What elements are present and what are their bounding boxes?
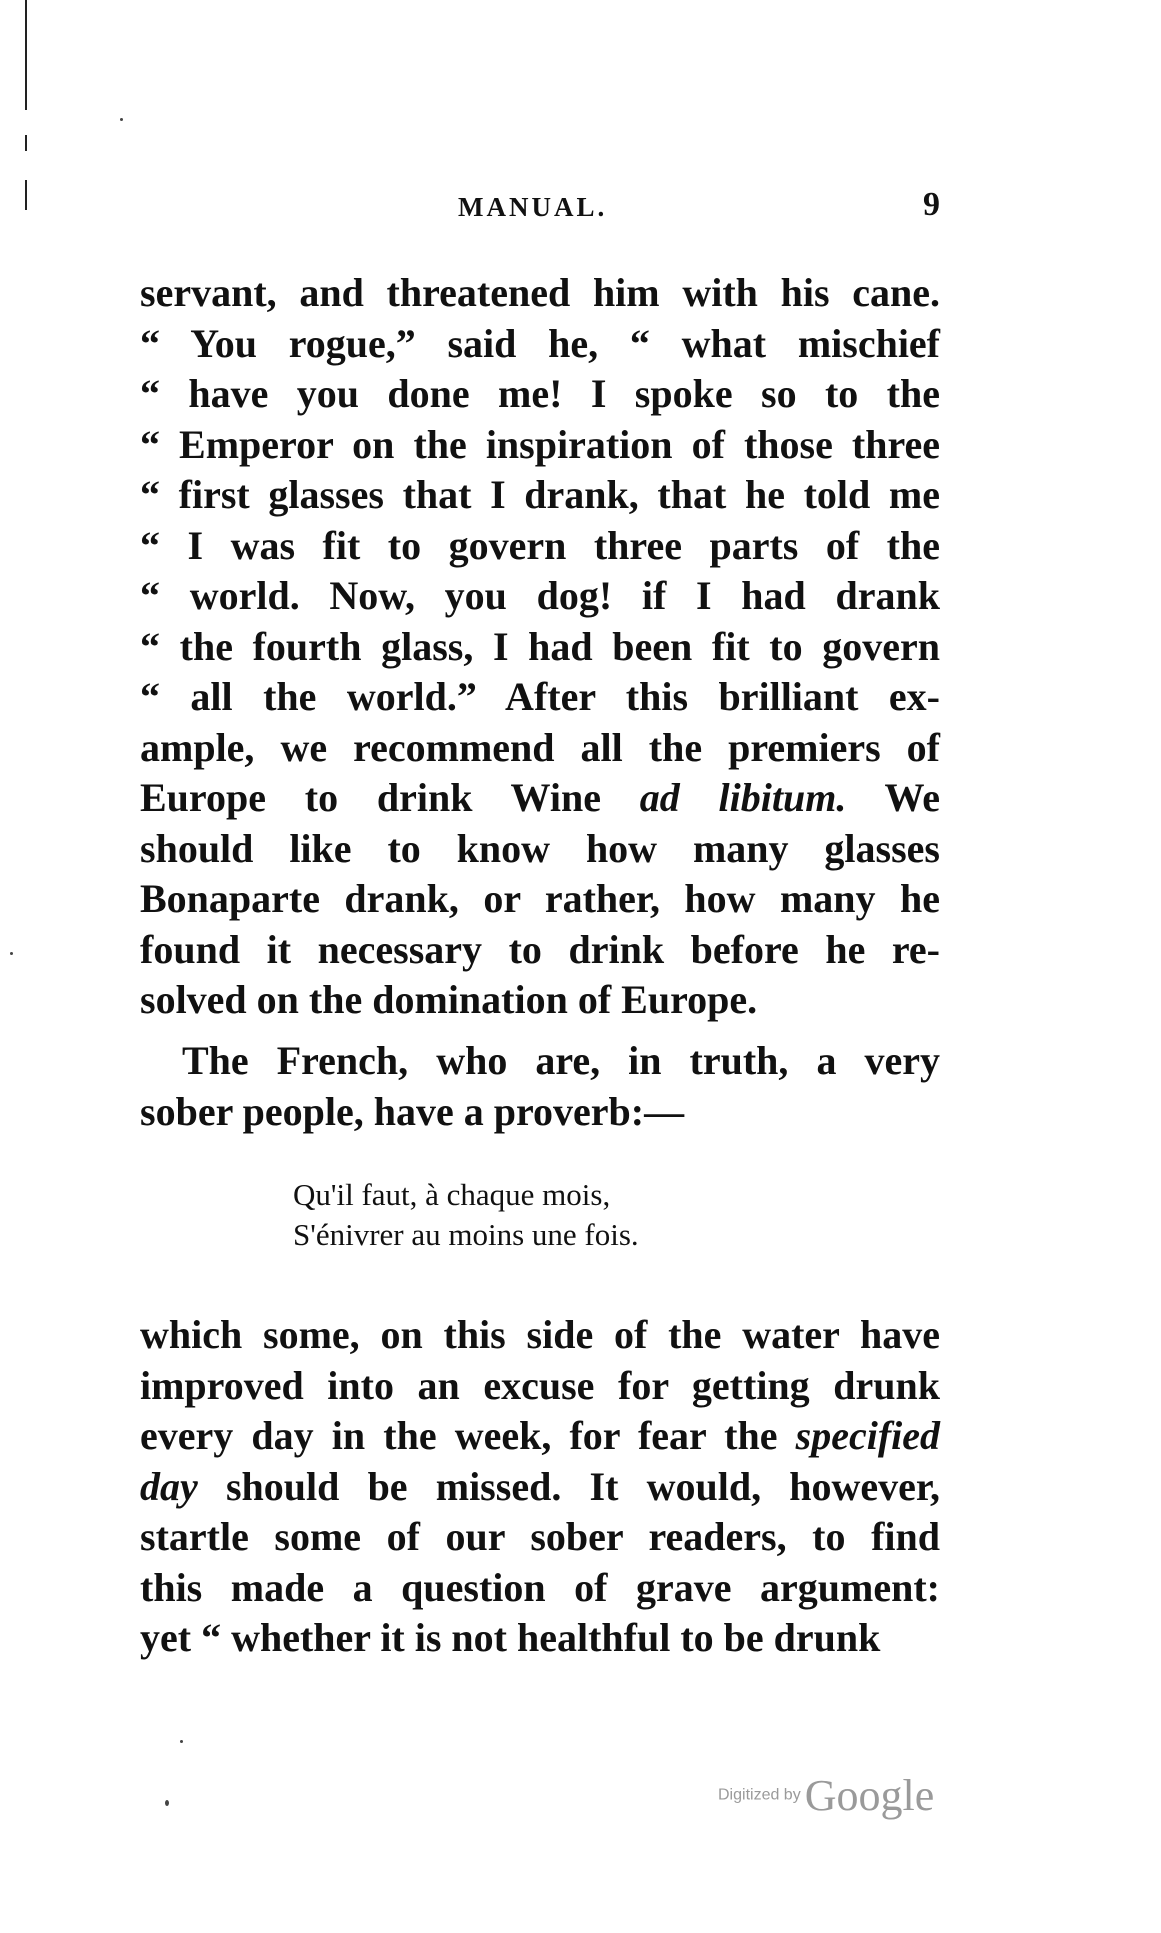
page-number: 9 — [923, 186, 940, 223]
text-line: solved on the domination of Europe. — [140, 977, 758, 1022]
paragraph-2 — [140, 1036, 940, 1137]
text-line: Bonaparte drank, or rather, how many he — [140, 876, 940, 921]
text-line: “ first glasses that I drank, that he told me — [140, 472, 940, 517]
text-line: servant, and threatened him with his cane. — [140, 270, 940, 315]
text-line: “ the fourth glass, I had been fit to govern — [140, 623, 940, 669]
watermark-prefix: Digitized by — [718, 1786, 801, 1804]
scan-edge-line — [25, 0, 27, 110]
text-line: which some, on this side of the water have — [140, 1312, 940, 1357]
text-line: “ I was fit to govern three parts of the — [140, 522, 940, 568]
text-line: “ You rogue,” said he, “ what mischief — [140, 320, 940, 366]
text-line: “ Emperor on the inspiration of those three — [140, 421, 940, 467]
text-line: “ all the world.” After this brilliant ex- — [140, 674, 940, 719]
text-line: this made a question of grave argument: — [140, 1564, 940, 1610]
scan-edge-line — [25, 180, 27, 210]
text-run: Europe to drink Wine — [140, 775, 640, 820]
text-line — [140, 1411, 940, 1462]
text-line: ample, we recommend all the premiers of — [140, 724, 940, 770]
text-line — [140, 1462, 940, 1513]
text-line — [140, 773, 940, 824]
scan-speck — [180, 1740, 183, 1743]
text-line: “ have you done me! I spoke so to the — [140, 371, 940, 416]
text-line: sober people, have a proverb:— — [140, 1088, 685, 1134]
verse-line: S'énivrer au moins une fois. — [293, 1217, 639, 1252]
text-line: startle some of our sober readers, to find — [140, 1514, 940, 1559]
proverb-verse — [293, 1175, 639, 1255]
text-line: The French, who are, in truth, a very — [182, 1038, 940, 1083]
text-run: We — [846, 775, 940, 820]
paragraph-1 — [140, 268, 940, 1026]
text-line: should like to know how many glasses — [140, 825, 940, 871]
watermark-brand: Google — [804, 1771, 935, 1820]
text-run: every day in the week, for fear the — [140, 1413, 796, 1458]
text-line: yet “ whether it is not healthful to be drunk — [140, 1615, 881, 1660]
page-header — [140, 186, 940, 232]
digitized-watermark — [718, 1770, 934, 1821]
text-line: found it necessary to drink before he re- — [140, 926, 940, 972]
italic-phrase: specified — [795, 1413, 940, 1458]
running-head: MANUAL. — [458, 192, 608, 222]
text-line: “ world. Now, you dog! if I had drank — [140, 573, 940, 618]
scan-speck — [10, 952, 13, 955]
verse-line: Qu'il faut, à chaque mois, — [293, 1177, 611, 1212]
text-run: should be missed. It would, however, — [197, 1463, 940, 1509]
scan-edge-line — [25, 135, 27, 151]
paragraph-3 — [140, 1310, 940, 1664]
scan-speck — [120, 118, 123, 121]
scan-speck — [165, 1800, 169, 1806]
italic-phrase: day — [140, 1463, 198, 1509]
italic-phrase: ad libitum. — [639, 775, 847, 820]
text-line: improved into an excuse for getting drunk — [140, 1362, 940, 1408]
